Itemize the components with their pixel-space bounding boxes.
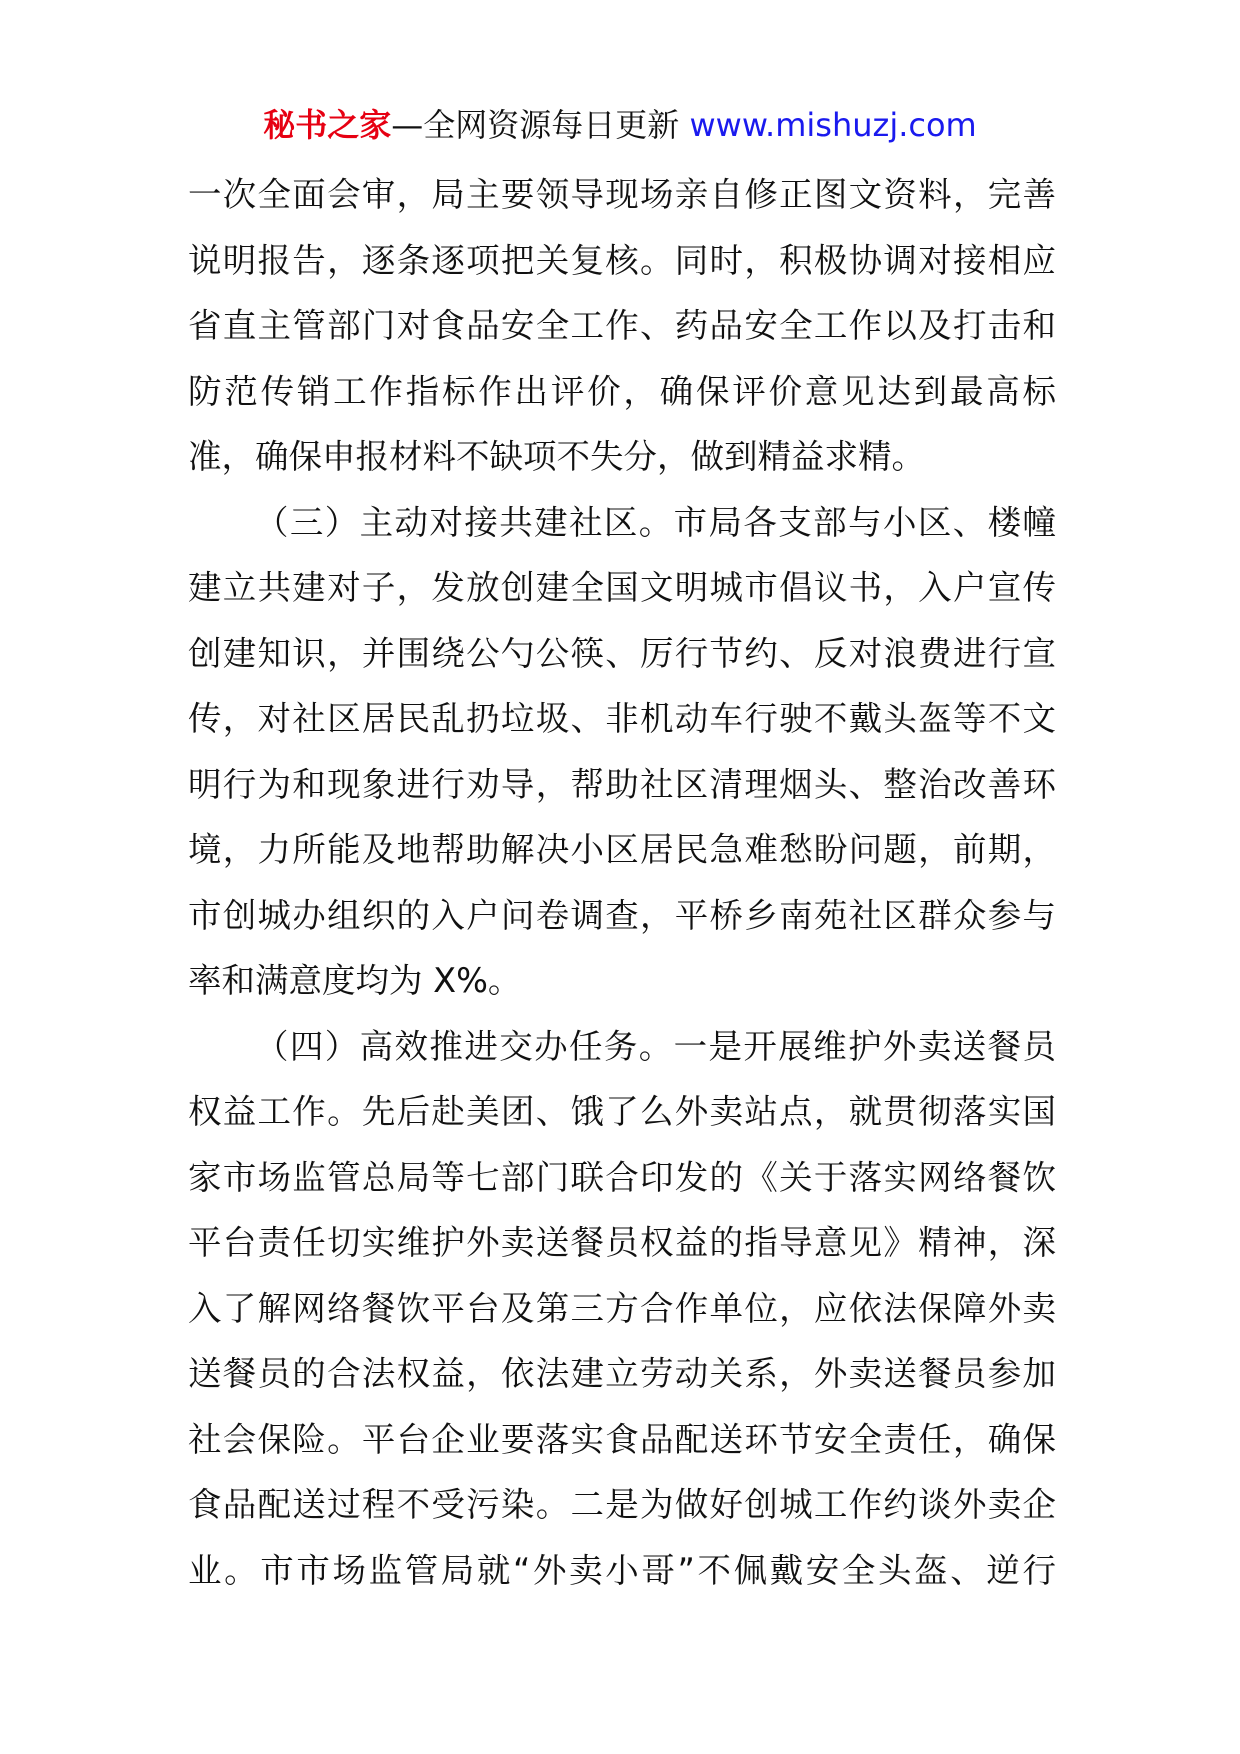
site-brand: 秘书之家 (263, 106, 392, 144)
text-line: 防范传销工作指标作出评价，确保评价意见达到最高标 (188, 371, 1056, 411)
text-line: 入了解网络餐饮平台及第三方合作单位，应依法保障外卖 (188, 1288, 1056, 1328)
text-line: 创建知识，并围绕公勺公筷、厉行节约、反对浪费进行宣 (188, 633, 1056, 673)
text-line: 准，确保申报材料不缺项不失分，做到精益求精。 (188, 437, 925, 476)
text-line: 权益工作。先后赴美团、饿了么外卖站点，就贯彻落实国 (188, 1092, 1056, 1131)
text-line: 食品配送过程不受污染。二是为做好创城工作约谈外卖企 (188, 1485, 1056, 1524)
text-line: 建立共建对子，发放创建全国文明城市倡议书，入户宣传 (188, 568, 1056, 607)
text-line: 市创城办组织的入户问卷调查，平桥乡南苑社区群众参与 (188, 895, 1056, 935)
text-line: 送餐员的合法权益，依法建立劳动关系，外卖送餐员参加 (188, 1354, 1056, 1393)
paragraph-heading-3: （三）主动对接共建社区。市局各支部与小区、楼幢 (255, 502, 1056, 542)
text-line: 业。市市场监管局就“外卖小哥”不佩戴安全头盔、逆行 (188, 1550, 1056, 1590)
site-header (0, 100, 1240, 150)
text-line: 平台责任切实维护外卖送餐员权益的指导意见》精神，深 (188, 1223, 1056, 1262)
text-line: 境，力所能及地帮助解决小区居民急难愁盼问题，前期， (188, 830, 1056, 869)
text-line: 一次全面会审，局主要领导现场亲自修正图文资料，完善 (188, 175, 1056, 214)
paragraph-heading-4: （四）高效推进交办任务。一是开展维护外卖送餐员 (255, 1026, 1056, 1066)
text-line: 家市场监管总局等七部门联合印发的《关于落实网络餐饮 (188, 1157, 1056, 1197)
site-url[interactable]: www.mishuzj.com (689, 106, 977, 144)
text-line: 明行为和现象进行劝导，帮助社区清理烟头、整治改善环 (188, 764, 1056, 804)
text-line: 说明报告，逐条逐项把关复核。同时，积极协调对接相应 (188, 240, 1056, 280)
text-line: 率和满意度均为 X%。 (188, 961, 522, 1000)
text-line: 社会保险。平台企业要落实食品配送环节安全责任，确保 (188, 1419, 1056, 1459)
text-line: 传，对社区居民乱扔垃圾、非机动车行驶不戴头盔等不文 (188, 699, 1056, 738)
site-tagline: —全网资源每日更新 (391, 106, 690, 144)
text-line: 省直主管部门对食品安全工作、药品安全工作以及打击和 (188, 306, 1056, 345)
document-body (188, 162, 1056, 1603)
